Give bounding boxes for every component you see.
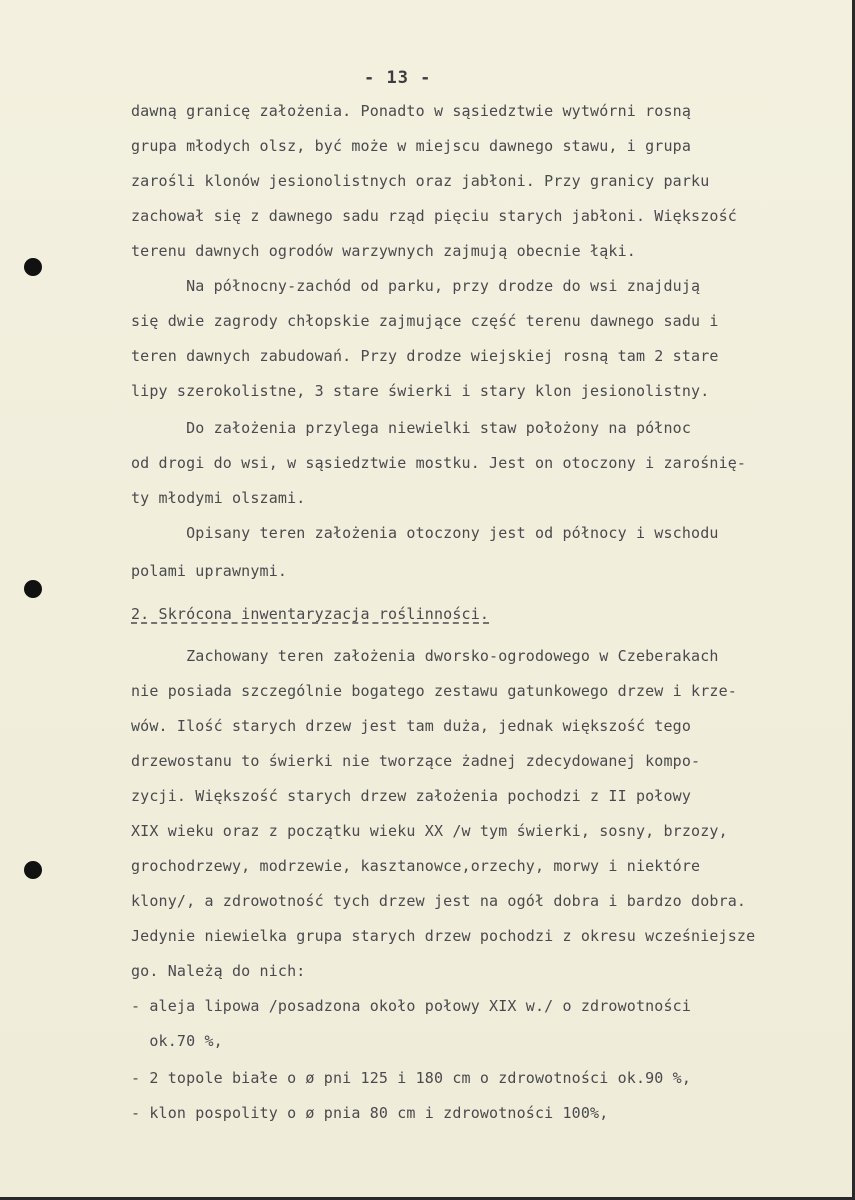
text-line: wów. Ilość starych drzew jest tam duża, jednak większość tego bbox=[131, 717, 692, 735]
text-line: polami uprawnymi. bbox=[131, 562, 288, 580]
list-item: - klon pospolity o ø pnia 80 cm i zdrowotności 100%, bbox=[131, 1104, 609, 1122]
text-line: od drogi do wsi, w sąsiedztwie mostku. Jest on otoczony i zarośnię- bbox=[131, 454, 747, 472]
text-line: XIX wieku oraz z początku wieku XX /w tym świerki, sosny, brzozy, bbox=[131, 822, 728, 840]
text-line: grupa młodych olsz, być może w miejscu dawnego stawu, i grupa bbox=[131, 137, 692, 155]
section-heading: 2. Skrócona inwentaryzacja roślinności. bbox=[131, 605, 490, 623]
punch-hole bbox=[24, 861, 42, 879]
text-line: Opisany teren założenia otoczony jest od północy i wschodu bbox=[131, 524, 719, 542]
text-line: klony/, a zdrowotność tych drzew jest na ogół dobra i bardzo dobra. bbox=[131, 892, 747, 910]
text-line: Na północny-zachód od parku, przy drodze do wsi znajdują bbox=[131, 277, 701, 295]
list-item: - 2 topole białe o ø pni 125 i 180 cm o zdrowotności ok.90 %, bbox=[131, 1069, 692, 1087]
punch-hole bbox=[24, 258, 42, 276]
text-line: nie posiada szczególnie bogatego zestawu gatunkowego drzew i krze- bbox=[131, 682, 737, 700]
text-line: Jedynie niewielka grupa starych drzew pochodzi z okresu wcześniejsze bbox=[131, 927, 756, 945]
text-line: zycji. Większość starych drzew założenia pochodzi z II połowy bbox=[131, 787, 692, 805]
text-line: Do założenia przylega niewielki staw położony na północ bbox=[131, 419, 692, 437]
text-line: go. Należą do nich: bbox=[131, 962, 306, 980]
text-line: Zachowany teren założenia dworsko-ogrodowego w Czeberakach bbox=[131, 647, 719, 665]
text-line: ty młodymi olszami. bbox=[131, 489, 306, 507]
text-line: drzewostanu to świerki nie tworzące żadnej zdecydowanej kompo- bbox=[131, 752, 701, 770]
text-line: teren dawnych zabudowań. Przy drodze wiejskiej rosną tam 2 stare bbox=[131, 347, 719, 365]
text-line: terenu dawnych ogrodów warzywnych zajmują obecnie łąki. bbox=[131, 242, 636, 260]
punch-hole bbox=[24, 580, 42, 598]
text-line: grochodrzewy, modrzewie, kasztanowce,orzechy, morwy i niektóre bbox=[131, 857, 701, 875]
list-item-continuation: ok.70 %, bbox=[131, 1032, 223, 1050]
text-line: lipy szerokolistne, 3 stare świerki i stary klon jesionolistny. bbox=[131, 382, 710, 400]
text-line: zarośli klonów jesionolistnych oraz jabłoni. Przy granicy parku bbox=[131, 172, 710, 190]
text-line: się dwie zagrody chłopskie zajmujące część terenu dawnego sadu i bbox=[131, 312, 719, 330]
page-number: - 13 - bbox=[364, 68, 432, 88]
text-line: zachował się z dawnego sadu rząd pięciu starych jabłoni. Większość bbox=[131, 207, 737, 225]
text-line: dawną granicę założenia. Ponadto w sąsiedztwie wytwórni rosną bbox=[131, 102, 692, 120]
list-item: - aleja lipowa /posadzona około połowy XIX w./ o zdrowotności bbox=[131, 997, 692, 1015]
